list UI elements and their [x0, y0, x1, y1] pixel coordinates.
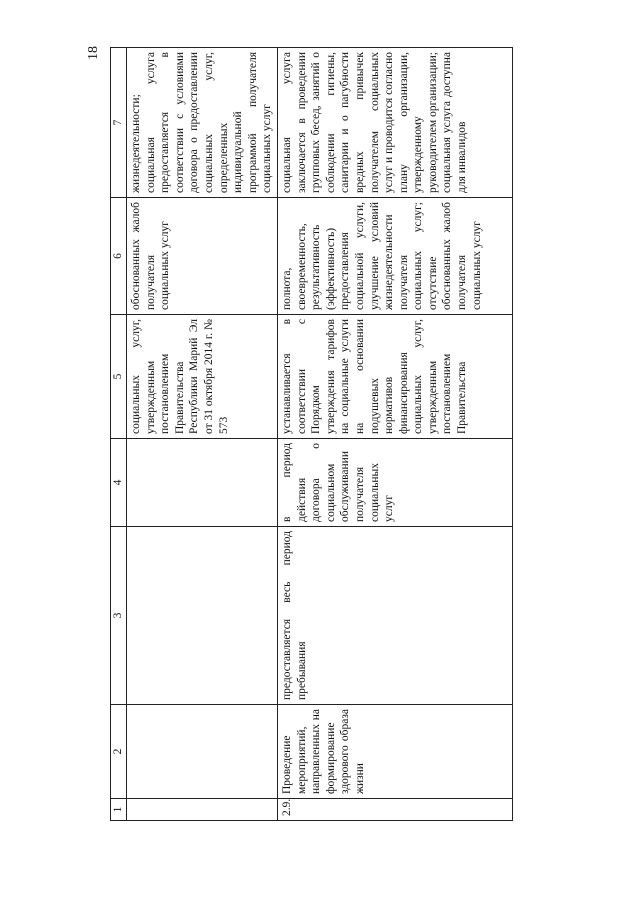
rotated-table-sheet [110, 48, 523, 821]
cell-volume [127, 527, 278, 705]
header-row [111, 48, 127, 821]
cell-tariff: социальных услуг, утвержденным постановлением Правительства Республики Марий Эл от 31 октября 2014 г. № 573 [127, 315, 278, 439]
cell-quality-indicators: полнота, своевременность, результативность (эффективность) предоставления социальной услуги, улучшение условий жизнедеятельности получателя социальных услуг; отсутствие обоснованных жалоб получателя социальных услуг [277, 198, 512, 315]
cell-period [127, 439, 278, 527]
table-row-2-9 [277, 48, 512, 821]
cell-volume: предоставляется весь период пребывания [277, 527, 512, 705]
col-header-1: 1 [111, 799, 127, 821]
cell-period: в период действия договора о социальном обслуживании получателя социальных услуг [277, 439, 512, 527]
services-table [110, 47, 513, 821]
col-header-4: 4 [111, 439, 127, 527]
col-header-7: 7 [111, 48, 127, 198]
table-row-continuation [127, 48, 278, 821]
col-header-5: 5 [111, 315, 127, 439]
cell-tariff: устанавливается в соответствии с Порядком утверждения тарифов на социальные услуги на основании подушевых нормативов финансирования социальных услуг, утвержденным постановлением Правительства [277, 315, 512, 439]
col-header-3: 3 [111, 527, 127, 705]
table-rotation-wrapper [110, 48, 523, 821]
cell-service-name: Проведение мероприятий, направленных на формирование здорового образа жизни [277, 705, 512, 799]
cell-conditions: жизнедеятельности; социальная услуга предоставляется в соответствии с условиями договора о предоставлении социальных услуг, определенных индивидуальной программой получателя социальных услуг [127, 48, 278, 198]
cell-number: 2.9. [277, 799, 512, 821]
cell-service-name [127, 705, 278, 799]
cell-number [127, 799, 278, 821]
cell-conditions: социальная услуга заключается в проведении групповых бесед, занятий о соблюдении гигиены, санитарии и о пагубности вредных привычек получателем социальных услуг и проводится согласно плану организации, утвержденному руководителем организации; социальная услуга доступна для инвалидов [277, 48, 512, 198]
page-number: 18 [86, 46, 101, 60]
cell-quality-indicators: обоснованных жалоб получателя социальных услуг [127, 198, 278, 315]
col-header-6: 6 [111, 198, 127, 315]
col-header-2: 2 [111, 705, 127, 799]
